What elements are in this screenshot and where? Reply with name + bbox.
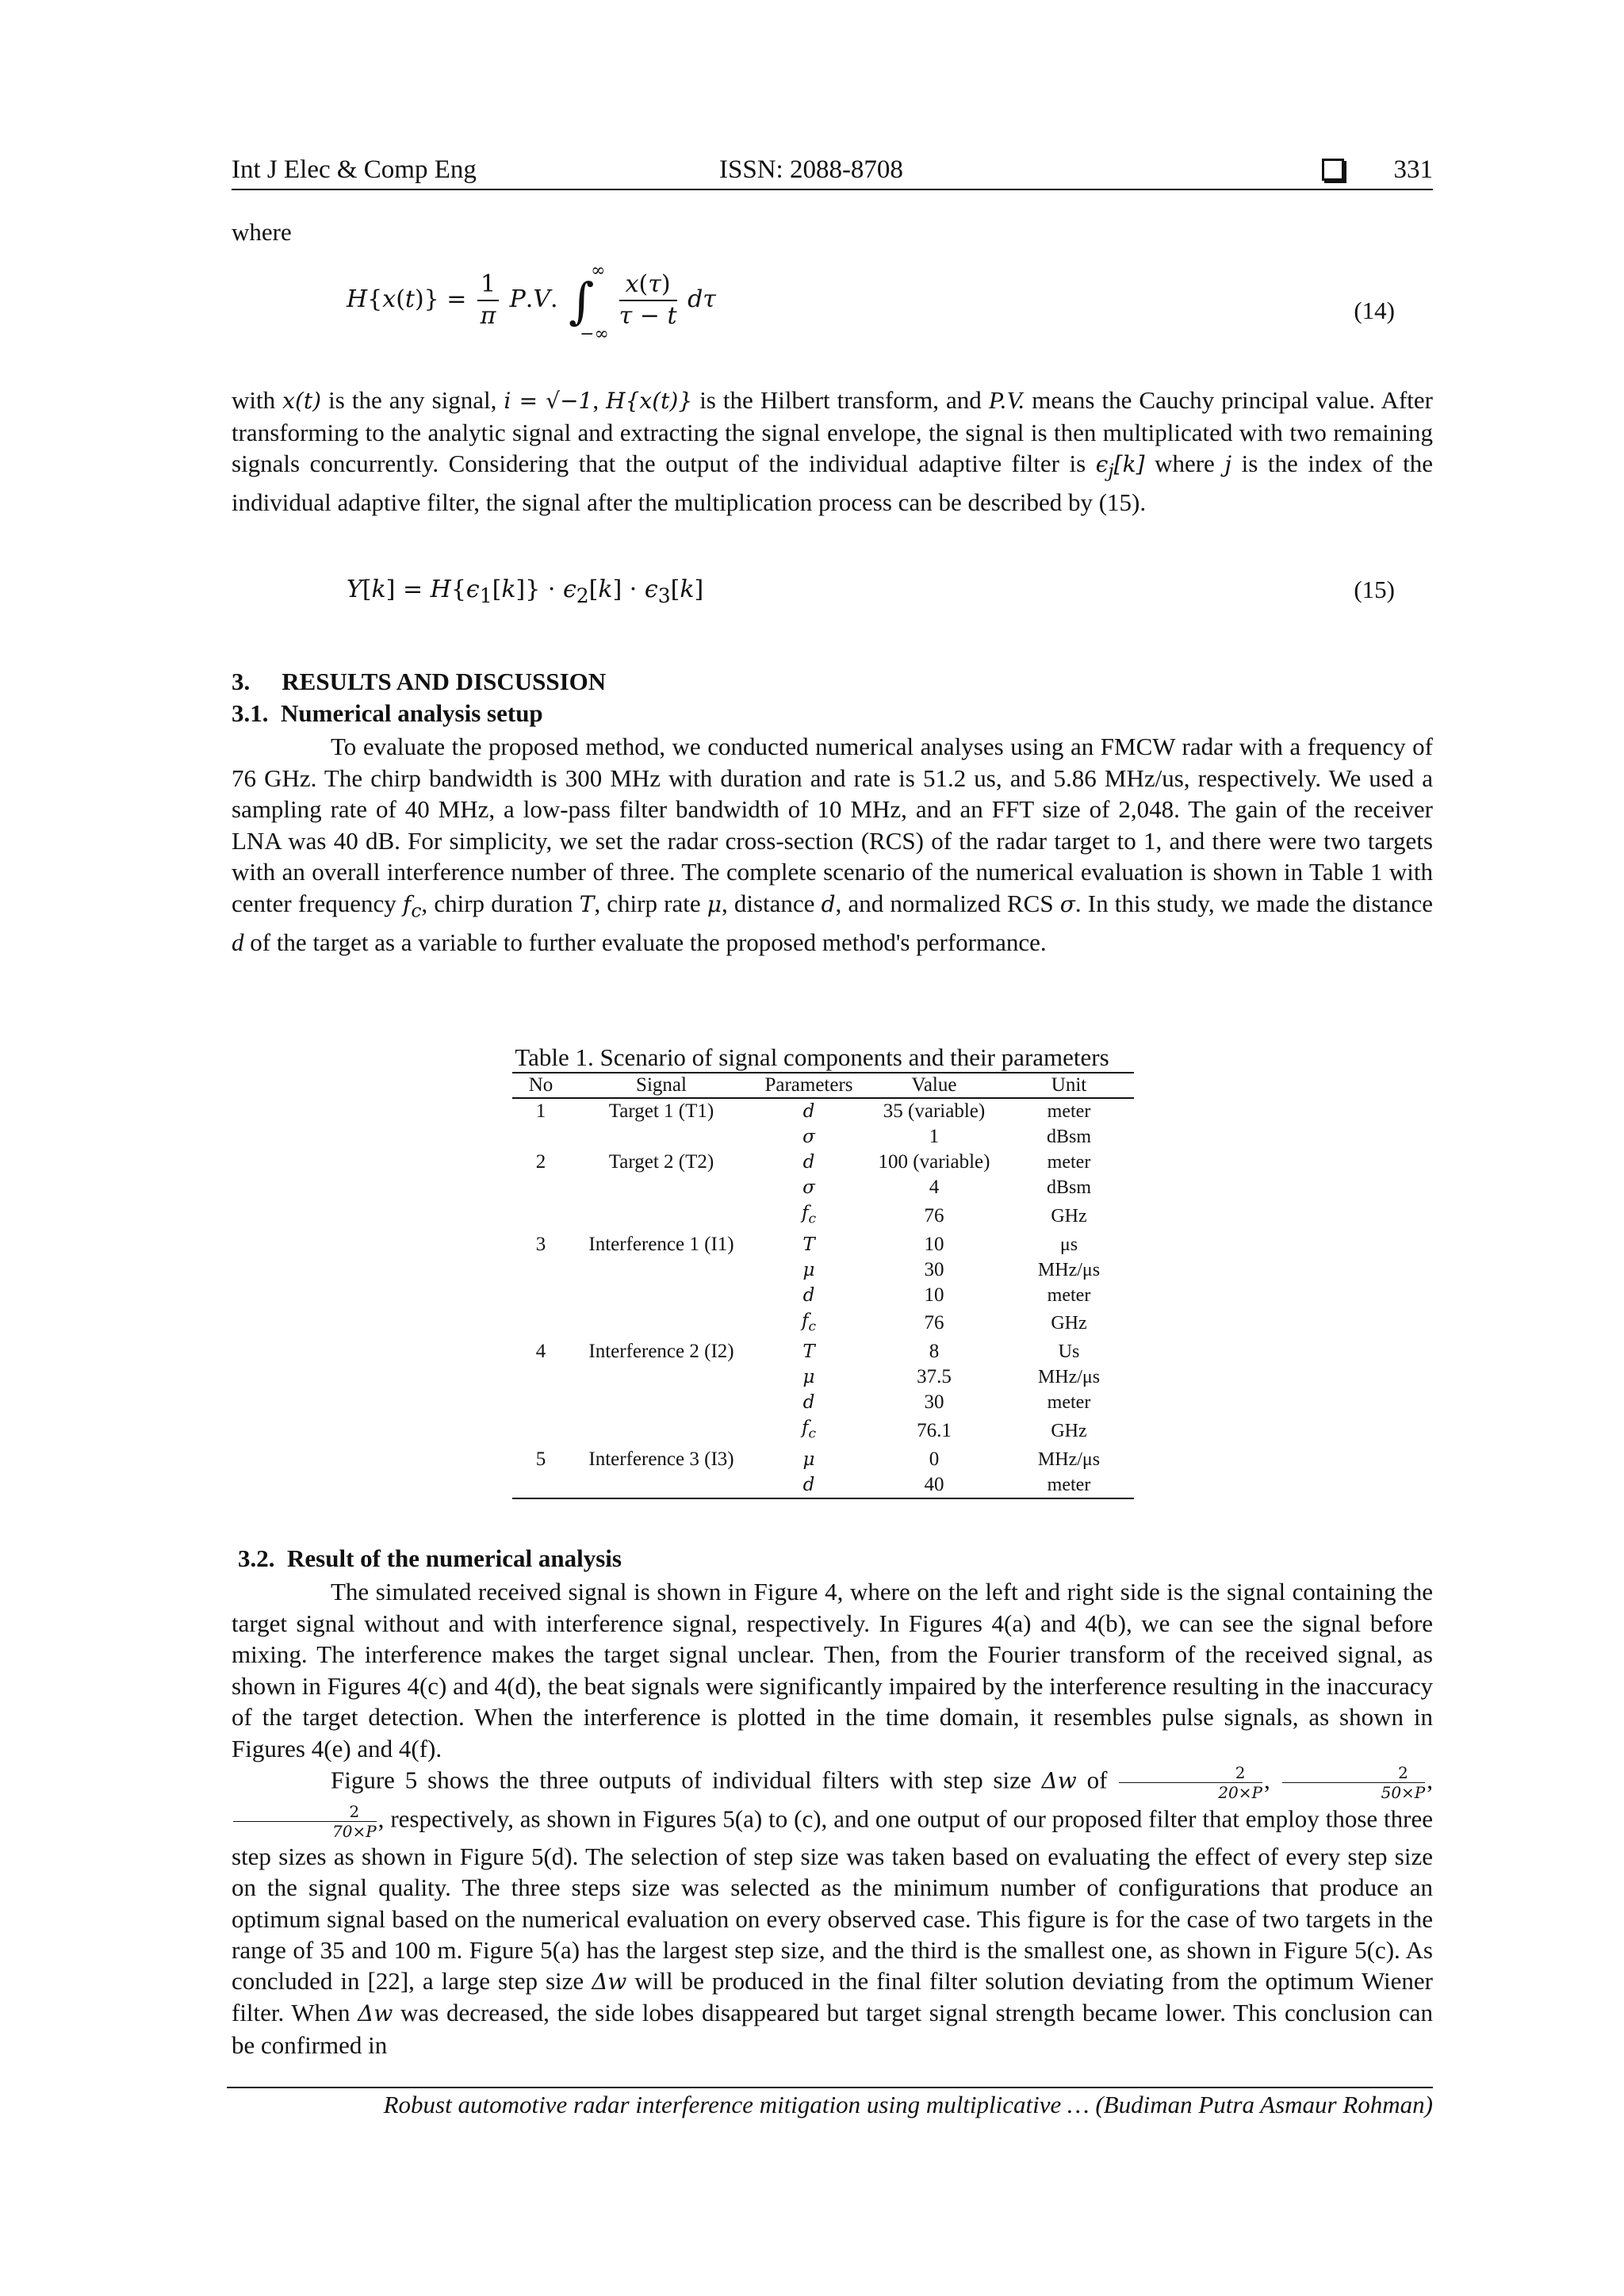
equation-14-number: (14) xyxy=(1354,297,1395,324)
table-header: No xyxy=(512,1073,569,1098)
table-row: 5 Interference 3 (I3) μ 0 MHz/μs xyxy=(535,1448,1101,1470)
table-header: Parameters xyxy=(753,1073,864,1098)
footer-rule xyxy=(227,2087,1433,2088)
header-rule xyxy=(232,189,1433,190)
subsection-heading-3-1: 3.1. Numerical analysis setup xyxy=(232,699,543,727)
issn: ISSN: 2088-8708 xyxy=(719,155,903,184)
table-row: d 30 meter xyxy=(802,1391,1091,1414)
where-text: where xyxy=(232,218,292,246)
journal-name: Int J Elec & Comp Eng xyxy=(232,155,477,184)
table-row: d 40 meter xyxy=(512,1472,1134,1498)
paragraph-hilbert: with x(t) is the any signal, i = √−1, H{x(t)} is the Hilbert transform, and P.V. means the Cauchy principal value. After transforming to the analytic signal and extracting the signal envelope, the signal is then multiplicated with two remaining signals concurrently. Considering that the output of the individual adaptive filter is $\epsilon_j[k]$ where j is the index of the individual adaptive filter, the signal after the multiplication process can be described by (15). xyxy=(232,386,1433,517)
equation-15-body: $Y[k] = H\{\epsilon_1[k]\} \cdot \epsilon_2[k] \cdot \epsilon_3[k]$ xyxy=(347,576,704,607)
table-row: 2 Target 2 (T2) d 100 (variable) meter xyxy=(535,1151,1091,1173)
page-number: 331 xyxy=(1393,155,1433,184)
table-row: $f_c$ 76 GHz xyxy=(801,1310,1087,1335)
table-row: d 10 meter xyxy=(802,1284,1091,1306)
table-row: σ 1 dBsm xyxy=(802,1126,1091,1147)
equation-15 xyxy=(232,576,1433,610)
table-header: Value xyxy=(864,1073,1004,1098)
square-bullet-icon xyxy=(1322,159,1344,181)
table-row: μ 37.5 MHz/μs xyxy=(802,1366,1101,1388)
table-row: 1 Target 1 (T1) d 35 (variable) meter xyxy=(535,1100,1091,1122)
table-row: μ 30 MHz/μs xyxy=(802,1258,1101,1280)
subsection-heading-3-2: 3.2. Result of the numerical analysis xyxy=(238,1544,622,1572)
equation-14-body: H{x(t)} = $\frac{1}{\pi}$ P.V. ∫ ∞ −∞ $\frac{x(\tau)}{\tau - t}$ dτ xyxy=(347,260,716,344)
table-row: σ 4 dBsm xyxy=(802,1177,1091,1198)
section-heading: 3. RESULTS AND DISCUSSION xyxy=(232,668,607,695)
paragraph-results: The simulated received signal is shown in Figure 4, where on the left and right side is the signal containing the target signal without and with interference signal, respectively. In Figures 4(a) and 4(b), we can see the signal before mixing. The interference makes the target signal unclear. Then, from the Fourier transform of the received signal, as shown in Figures 4(c) and 4(d), the beat signals were significantly impaired by the interference resulting in the inaccuracy of the target detection. When the interference is plotted in the time domain, it resembles pulse signals, as shown in Figures 4(e) and 4(f). xyxy=(232,1578,1433,1762)
equation-15-number: (15) xyxy=(1354,576,1395,603)
table-header: Signal xyxy=(569,1073,753,1098)
table-row: $f_c$ 76 GHz xyxy=(801,1203,1087,1227)
parameter-table xyxy=(512,1072,1134,1499)
table-row: 4 Interference 2 (I2) T 8 Us xyxy=(535,1341,1080,1363)
paragraph-setup: To evaluate the proposed method, we conducted numerical analyses using an FMCW radar with a frequency of 76 GHz. The chirp bandwidth is 300 MHz with duration and rate is 51.2 us, and 5.86 MHz/us, respectively. We used a sampling rate of 40 MHz, a low-pass filter bandwidth of 10 MHz, and an FFT size of 2,048. The gain of the receiver LNA was 40 dB. For simplicity, we set the radar cross-section (RCS) of the radar target to 1, and there were two targets with an overall interference number of three. The complete scenario of the numerical evaluation is shown in Table 1 with center frequency $f_c$, chirp duration T, chirp rate μ, distance d, and normalized RCS σ. In this study, we made the distance d of the target as a variable to further evaluate the proposed method's performance. xyxy=(232,733,1434,957)
paragraph-step-size: Figure 5 shows the three outputs of individual filters with step size Δw of $\frac{2}{20\times P}$ , $\frac{2}{50\times P}$ , $\frac{2}{70\times P}$ , respectively, as shown in Figures 5(a) to (c), and one output of our proposed filter that employ those three step sizes as shown in Figure 5(d). The selection of step size was taken based on evaluating the effect of every step size on the signal quality. The three steps size was selected as the minimum number of configurations that produce an optimum signal based on the numerical evaluation on every observed case. This figure is for the case of two targets in the range of 35 and 100 m. Figure 5(a) has the largest step size, and the third is the smallest one, as shown in Figure 5(c). As concluded in [22], a large step size Δw will be produced in the final filter solution deviating from the optimum Wiener filter. When Δw was decreased, the side lobes disappeared but target signal strength became lower. This conclusion can be confirmed in xyxy=(232,1763,1434,2059)
table-row: $f_c$ 76.1 GHz xyxy=(801,1418,1087,1442)
page-header xyxy=(232,155,1433,190)
footer-running-title: Robust automotive radar interference mitigation using multiplicative … (Budiman Putra Asmaur Rohman) xyxy=(383,2091,1433,2118)
table-header: Unit xyxy=(1004,1073,1134,1098)
table-row: 3 Interference 1 (I1) T 10 μs xyxy=(535,1233,1078,1255)
table-caption: Table 1. Scenario of signal components and their parameters xyxy=(515,1043,1109,1071)
table-header-row xyxy=(512,1073,1134,1098)
equation-14 xyxy=(232,260,1433,357)
